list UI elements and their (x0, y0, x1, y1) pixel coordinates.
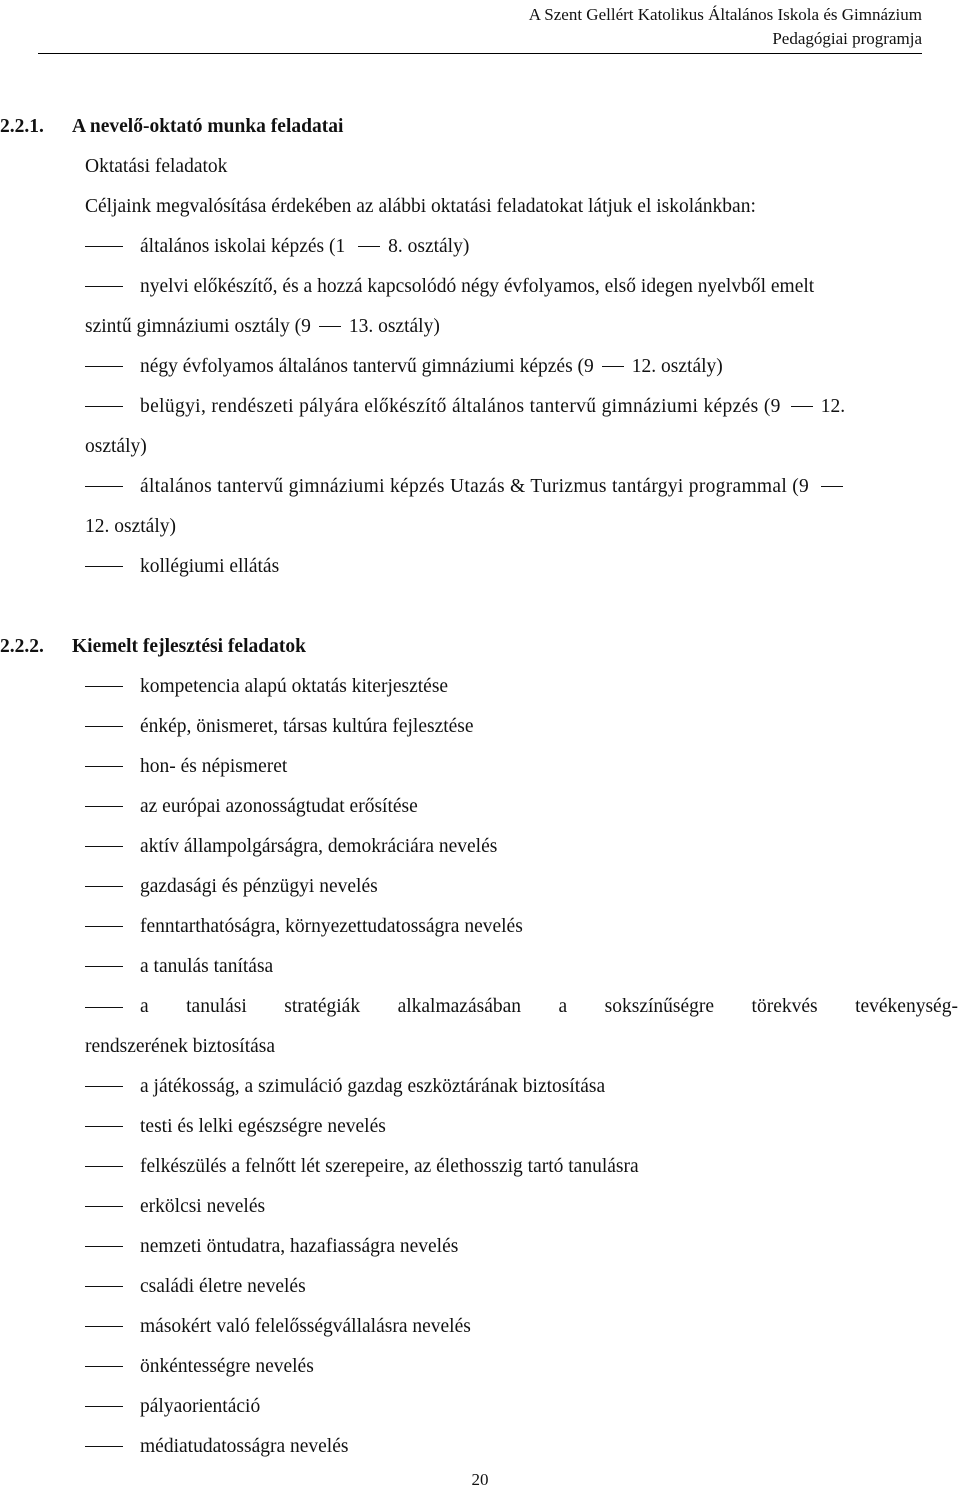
en-dash (358, 246, 380, 247)
dash-bullet (85, 406, 123, 407)
list-item-continuation: rendszerének biztosítása (85, 1036, 276, 1057)
list-item-text: erkölcsi nevelés (140, 1196, 266, 1217)
list-item-text: az európai azonosságtudat erősítése (140, 796, 418, 817)
list-item (0, 947, 960, 987)
dash-bullet (85, 566, 123, 567)
list-item-continuation: osztály) (85, 436, 147, 457)
header-rule (38, 53, 922, 54)
en-dash (319, 326, 341, 327)
list-item-continuation: szintű gimnáziumi osztály (9 13. osztály) (85, 316, 440, 337)
dash-bullet (85, 886, 123, 887)
dash-bullet (85, 806, 123, 807)
page-number: 20 (471, 1470, 489, 1489)
list-item-text: hon- és népismeret (140, 756, 288, 777)
list-item: kollégiumi ellátás (0, 547, 960, 587)
dash-bullet (85, 1326, 123, 1327)
list-item-long (0, 987, 960, 1027)
dash-bullet (85, 1246, 123, 1247)
list-item-text: felkészülés a felnőtt lét szerepeire, az élethosszig tartó tanulásra (140, 1156, 639, 1177)
list-item-text: fenntarthatóságra, környezettudatosságra nevelés (140, 916, 523, 937)
list-item-text: médiatudatosságra nevelés (140, 1436, 349, 1457)
dash-bullet (85, 486, 123, 487)
list-item-text: pályaorientáció (140, 1396, 261, 1417)
en-dash (821, 486, 843, 487)
dash-bullet (85, 1086, 123, 1087)
dash-bullet (85, 1166, 123, 1167)
list-item (0, 747, 960, 787)
dash-bullet (85, 926, 123, 927)
dash-bullet (85, 686, 123, 687)
list-item (0, 1067, 960, 1107)
intro-paragraph: Céljaink megvalósítása érdekében az alábbi oktatási feladatokat látjuk el iskolánkban: (85, 196, 756, 217)
subsection-title: Oktatási feladatok (85, 156, 228, 177)
list-item: nyelvi előkészítő, és a hozzá kapcsolódó négy évfolyamos, első idegen nyelvből emelt (0, 267, 960, 307)
section-number: 2.2.2. (0, 636, 44, 657)
list-item-text: önkéntességre nevelés (140, 1356, 314, 1377)
section-heading-2-2-1 (0, 107, 960, 147)
dash-bullet (85, 1406, 123, 1407)
word: stratégiák (284, 996, 361, 1017)
list-item (0, 787, 960, 827)
list-item (0, 1307, 960, 1347)
list-item (0, 707, 960, 747)
list-item (0, 1187, 960, 1227)
dash-bullet (85, 246, 123, 247)
dash-bullet (85, 846, 123, 847)
list-item (0, 1427, 960, 1467)
list-item (0, 1347, 960, 1387)
page-header (322, 0, 922, 51)
list-item-text: a tanulás tanítása (140, 956, 274, 977)
section-title: A nevelő-oktató munka feladatai (72, 116, 344, 137)
list-item-text: énkép, önismeret, társas kultúra fejlesztése (140, 716, 474, 737)
list-item-text: családi életre nevelés (140, 1276, 306, 1297)
list-item-text: testi és lelki egészségre nevelés (140, 1116, 386, 1137)
word: tanulási (186, 996, 247, 1017)
list-item-text: gazdasági és pénzügyi nevelés (140, 876, 378, 897)
list-item-text: másokért való felelősségvállalásra nevelés (140, 1316, 471, 1337)
development-tasks-list (0, 667, 960, 987)
dash-bullet (85, 1366, 123, 1367)
word: a (140, 996, 149, 1017)
list-item-text: nemzeti öntudatra, hazafiasságra nevelés (140, 1236, 459, 1257)
header-document-title: Pedagógiai programja (772, 29, 922, 48)
list-item (0, 1107, 960, 1147)
en-dash (791, 406, 813, 407)
list-item (0, 907, 960, 947)
list-item-text: aktív állampolgárságra, demokráciára nevelés (140, 836, 498, 857)
section-heading-2-2-2 (0, 627, 960, 667)
development-tasks-list-continued (0, 1067, 960, 1467)
en-dash (602, 366, 624, 367)
dash-bullet (85, 1126, 123, 1127)
list-item: általános tantervű gimnáziumi képzés Utazás & Turizmus tantárgyi programmal (9 (0, 467, 960, 507)
page-content (0, 107, 960, 1467)
dash-bullet (85, 366, 123, 367)
header-school-name: A Szent Gellért Katolikus Általános Iskola és Gimnázium (528, 5, 922, 24)
list-item: négy évfolyamos általános tantervű gimnáziumi képzés (9 12. osztály) (0, 347, 960, 387)
word: a (558, 996, 568, 1017)
list-item (0, 827, 960, 867)
dash-bullet (85, 726, 123, 727)
list-item (0, 667, 960, 707)
word: törekvés (751, 996, 818, 1017)
list-item: belügyi, rendészeti pályára előkészítő általános tantervű gimnáziumi képzés (9 12. (0, 387, 960, 427)
dash-bullet (85, 286, 123, 287)
dash-bullet (85, 1206, 123, 1207)
list-item-text: a játékosság, a szimuláció gazdag eszköztárának biztosítása (140, 1076, 606, 1097)
section-number: 2.2.1. (0, 116, 44, 137)
justified-line (140, 987, 958, 1027)
word: tevékenység- (855, 996, 958, 1017)
word: sokszínűségre (604, 996, 715, 1017)
dash-bullet (85, 1286, 123, 1287)
section-title: Kiemelt fejlesztési feladatok (72, 636, 306, 657)
list-item (0, 1387, 960, 1427)
dash-bullet (85, 966, 123, 967)
list-item (0, 1267, 960, 1307)
list-item (0, 1147, 960, 1187)
list-item-continuation: 12. osztály) (85, 516, 176, 537)
dash-bullet (85, 1446, 123, 1447)
list-item (0, 1227, 960, 1267)
list-item (0, 867, 960, 907)
word: alkalmazásában (397, 996, 522, 1017)
list-item: általános iskolai képzés (1 8. osztály) (0, 227, 960, 267)
list-item-text: kompetencia alapú oktatás kiterjesztése (140, 676, 449, 697)
dash-bullet (85, 1007, 123, 1008)
dash-bullet (85, 766, 123, 767)
